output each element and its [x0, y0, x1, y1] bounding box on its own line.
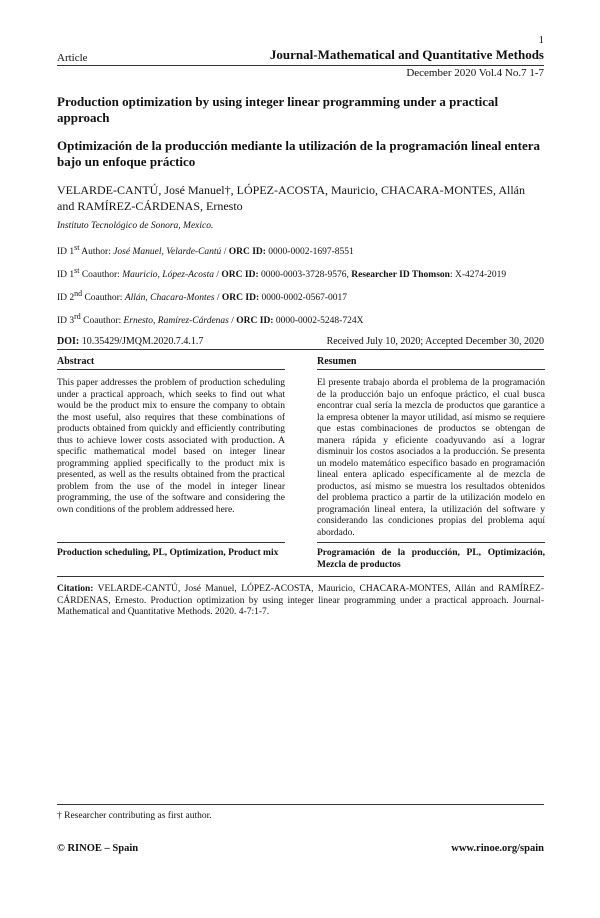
resumen-heading-divider [317, 369, 545, 370]
publisher-footer: © RINOE – Spain [57, 843, 139, 854]
article-label: Article [57, 52, 88, 64]
doi: DOI: 10.35429/JMQM.2020.7.4.1.7 [57, 336, 204, 347]
received-dates: Received July 10, 2020; Accepted December 30, 2020 [326, 336, 544, 347]
footnote-divider [57, 804, 544, 805]
abstract-keywords-divider [57, 542, 285, 543]
author-id-line: ID 3rd Coauthor: Ernesto, Ramírez-Cárdenas / ORC ID: 0000-0002-5248-724X [57, 312, 364, 327]
author-id-line: ID 1st Author: José Manuel, Velarde-Cantú / ORC ID: 0000-0002-1697-8551 [57, 243, 354, 258]
issue-info: December 2020 Vol.4 No.7 1-7 [406, 67, 544, 79]
journal-name: Journal-Mathematical and Quantitative Methods [269, 47, 544, 62]
abstract-heading: Abstract [57, 356, 95, 367]
institution: Instituto Tecnológico de Sonora, Mexico. [57, 221, 214, 231]
citation-divider [57, 576, 544, 577]
abstract-heading-divider [57, 369, 285, 370]
author-id-line: ID 1st Coauthor: Mauricio, López-Acosta / ORC ID: 0000-0003-3728-9576, Researcher ID Thomson: X-4274-2019 [57, 266, 507, 281]
header-divider [57, 65, 544, 66]
title-english: Production optimization by using integer linear programming under a practical approach [57, 94, 499, 125]
citation: Citation: VELARDE-CANTÚ, José Manuel, LÓPEZ-ACOSTA, Mauricio, CHACARA-MONTES, Allán and RAMÍREZ-CÁRDENAS, Ernesto. Production optimization by using integer linear programming under a practical approach. Journal-Mathematical and Quantitative Methods. 2020. 4-7:1-7. [57, 584, 544, 617]
footnote: † Researcher contributing as first author. [57, 811, 212, 821]
resumen-heading: Resumen [317, 356, 357, 367]
abstract-text: This paper addresses the problem of production scheduling under a practical approach, which seeks to find out what would be the product mix to ensure the company to obtain the most useful, also requires that these combinations of products obtained from quickly and efficiently contributing thus to achieve lower costs associated with production. A specific mathematical model based on integer linear programming applied specifically to the product mix is presented, as well as the results obtained from the practical problem from the use of the model in integer linear programming, the use of the software and considering the own conditions of the problem addressed here. [57, 378, 285, 515]
doi-divider [57, 349, 544, 350]
title-spanish: Optimización de la producción mediante la utilización de la programación lineal entera bajo un enfoque práctico [57, 138, 541, 169]
resumen-text: El presente trabajo aborda el problema de la programación de la producción bajo un enfoque práctico, el cual busca encontrar cual sería la mezcla de productos que garantice a la empresa obtener la mayor utilidad, así mismo se requiere que estas combinaciones de productos se obtengan de manera rápida y eficiente coadyuvando así a lograr disminuir los costos asociados a la producción. Se presenta un modelo matemático específico basado en programación lineal entera aplicado específicamente al de mezcla de productos, así mismo se muestra los resultados obtenidos del problema practico a partir de la utilización modelo en programación lineal entera, la utilización del software y considerando las condiciones propias del problema aquí abordado. [317, 378, 545, 538]
resumen-keywords: Programación de la producción, PL, Optimización, Mezcla de productos [317, 548, 545, 570]
author-list: VELARDE-CANTÚ, José Manuel†, LÓPEZ-ACOSTA, Mauricio, CHACARA-MONTES, Allán and RAMÍREZ-CÁRDENAS, Ernesto [57, 183, 526, 213]
author-id-line: ID 2nd Coauthor: Allán, Chacara-Montes / ORC ID: 0000-0002-0567-0017 [57, 289, 348, 304]
abstract-keywords: Production scheduling, PL, Optimization, Product mix [57, 548, 279, 558]
page-number: 1 [538, 34, 544, 46]
resumen-keywords-divider [317, 542, 545, 543]
website-footer: www.rinoe.org/spain [451, 843, 544, 854]
